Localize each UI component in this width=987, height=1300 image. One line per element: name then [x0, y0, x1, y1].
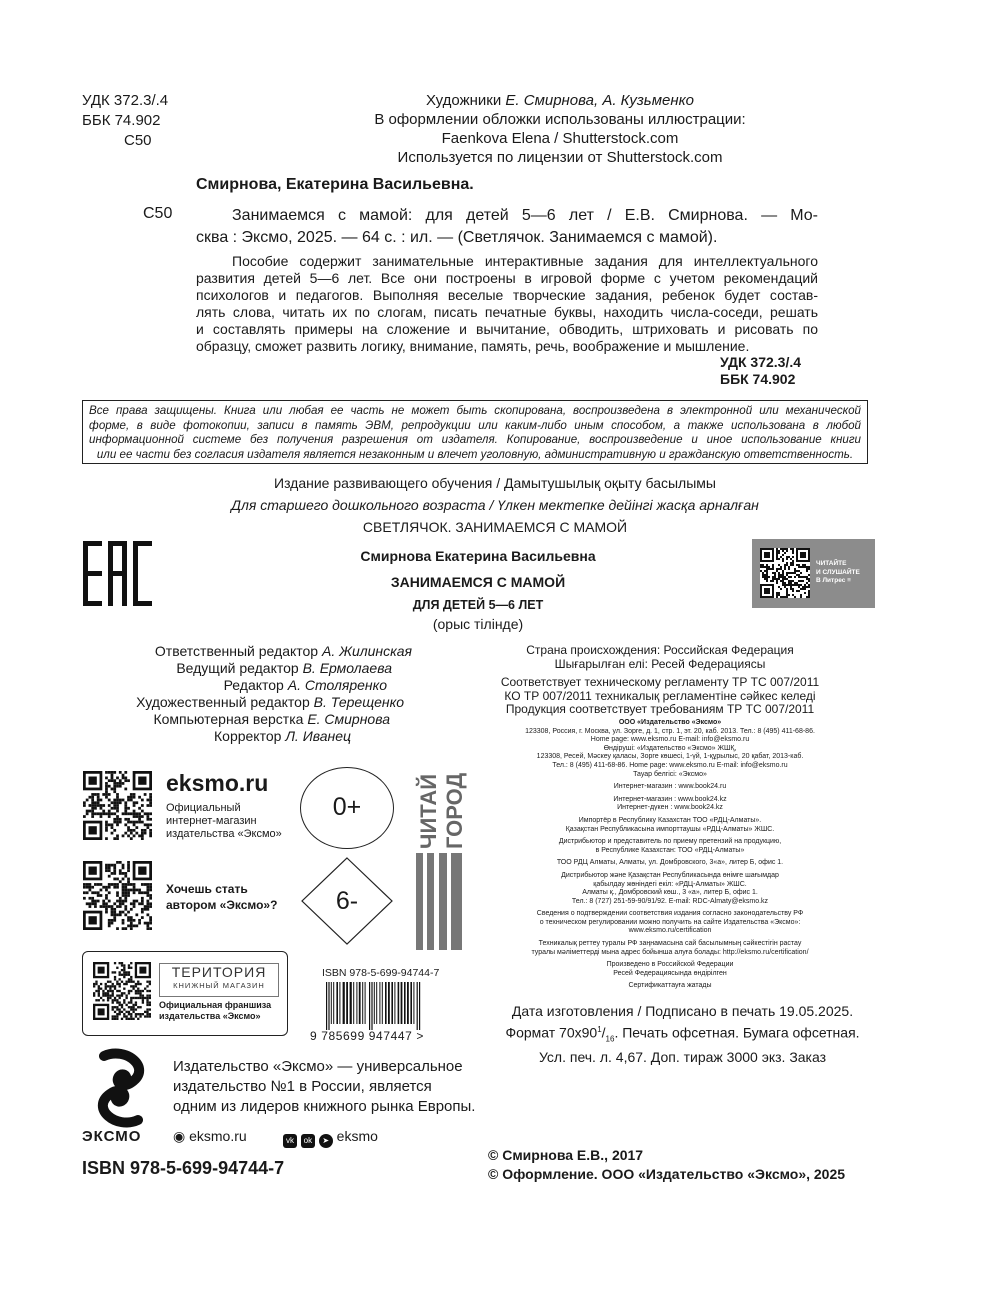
fine-print-line: в Республике Казахстан: ТОО «РДЦ-Алматы»: [595, 846, 745, 854]
edition-type: Издание развивающего обучения / Дамытушылық оқыту басылымы: [274, 475, 716, 491]
footer-site-link[interactable]: ◉ eksmo.ru: [173, 1128, 247, 1144]
staff-row: Художественный редактор В. Терещенко: [136, 694, 404, 710]
fine-print-line: Сведения о подтверждении соответствия издания согласно законодательству РФ: [536, 910, 804, 918]
edition-author: Смирнова Екатерина Васильевна: [360, 548, 596, 564]
edition-subtitle: ДЛЯ ДЕТЕЙ 5—6 ЛЕТ: [412, 598, 544, 612]
fine-print-line: 123308, Россия, г. Москва, ул. Зорге, д. 1, стр. 1, эт. 20, каб. 2013. Тел.: 8 (495) 411-68-86.: [525, 727, 815, 735]
fine-print-line: ООО «Издательство «Эксмо»: [618, 719, 722, 726]
eksmo-site[interactable]: eksmo.ru: [166, 770, 269, 796]
territory-box: [82, 951, 288, 1036]
footer-isbn: ISBN 978-5-699-94744-7: [82, 1158, 285, 1178]
territory-logo: ТЕРИТОРИЯ КНИЖНЫЙ МАГАЗИН: [159, 963, 279, 997]
svg-text:ЧИТАЙ: ЧИТАЙ: [416, 773, 441, 849]
qr-pattern: [83, 771, 152, 840]
bib-entry: Занимаемся с мамой: для детей 5—6 лет / Е.В. Смирнова. — Мо- сква : Эксмо, 2025. — 64 с. : ил. — (Светлячок. Занимаемся с мамой).: [196, 207, 818, 246]
artists-names: Е. Смирнова, А. Кузьменко: [505, 92, 694, 109]
age-rating-circle: 0+: [300, 767, 394, 849]
qr-pattern: [760, 548, 810, 598]
staff-row: Компьютерная верстка Е. Смирнова: [153, 711, 390, 727]
fine-print-line: Техникалық реттеу туралы РФ заңнамасына сай басылымның сәйкестігін растау: [538, 940, 802, 948]
cover-line: В оформлении обложки использованы иллюстрации:: [374, 111, 746, 128]
staff-row: Ответственный редактор А. Жилинская: [154, 643, 412, 659]
eksmo-site-description: Официальный интернет-магазин издательства «Эксмо»: [166, 802, 282, 840]
barcode-digits: 9 785699 947447 >: [310, 1029, 424, 1043]
license-line: Используется по лицензии от Shutterstock.com: [397, 149, 723, 166]
barcode: [322, 982, 467, 1030]
bib-code: С50: [143, 205, 173, 222]
eksmo-logo-word: ЭКСМО: [82, 1128, 142, 1145]
territory-description: Официальная франшиза издательства «Эксмо»: [159, 1000, 272, 1021]
fine-print-line: Импортёр в Республику Казахстан ТОО «РДЦ-Алматы».: [578, 816, 762, 824]
bib-author: Смирнова, Екатерина Васильевна.: [196, 176, 474, 193]
footer-social-links[interactable]: vk ok ➤ eksmo: [283, 1128, 378, 1148]
fine-print-line: Тел.: 8 (727) 251-59-90/91/92. E-mail: RDC-Almaty@eksmo.kz: [571, 897, 769, 905]
barcode-isbn: ISBN 978-5-699-94744-7: [322, 967, 440, 979]
fine-print-line: Интернет-магазин : www.book24.kz: [613, 795, 727, 803]
fine-print-line: Ресей Федерациясында өндірілген: [613, 969, 727, 977]
fine-print-line: Home page: www.eksmo.ru E-mail: info@eksmo.ru: [590, 736, 750, 744]
chitai-gorod-logo: [412, 765, 467, 950]
rights-notice: Все права защищены. Книга или любая ее часть не может быть скопирована, воспроизведена в электронной или механической форме, в виде фотокопии, записи в память ЭВМ, репродукции или каким-либо иным способом, а также использована в любой информационной системе без получения разрешения от издателя. Копирование, воспроизведение и иное использование книги или ее части без согласия издателя является незаконным и влечет уголовную, административную и гражданскую ответственность.: [82, 400, 868, 464]
eksmo-logo-mark: [86, 1048, 156, 1128]
origin: Страна происхождения: Российская Федерация Шығарылған елі: Ресей Федерациясы: [526, 643, 794, 671]
publisher-description: Издательство «Эксмо» — универсальное издательство №1 в России, является одним из лидеров книжного рынка Европы.: [173, 1058, 476, 1115]
ok-icon: ok: [301, 1134, 315, 1148]
fine-print-line: Қазақстан Республикасына импорттаушы «РДЦ-Алматы» ЖШС.: [565, 825, 775, 833]
fine-print-line: 123308, Ресей, Мәскеу қаласы, Зорге көшесі, 1-үй, 1-құрылыс, 20 қабат, 2013-каб.: [536, 753, 804, 761]
artists-line: Художники Е. Смирнова, А. Кузьменко: [425, 92, 694, 109]
copyright: © Смирнова Е.В., 2017 © Оформление. ООО «Издательство «Эксмо», 2025: [488, 1147, 846, 1182]
bib-udk: УДК 372.3/.4: [720, 354, 802, 370]
edition-language: (орыс тілінде): [432, 616, 524, 632]
fine-print-line: Сертификаттауға жатады: [628, 982, 712, 990]
fine-print-line: Произведено в Российской Федерации: [606, 961, 734, 969]
fine-print-line: Алматы қ., Домбровский көш., 3 «а», литер Б, офис 1.: [582, 889, 758, 897]
edition-series: СВЕТЛЯЧОК. ЗАНИМАЕМСЯ С МАМОЙ: [362, 519, 628, 535]
staff-row: Корректор Л. Иванец: [214, 728, 351, 744]
territory-qr-code[interactable]: [93, 962, 151, 1020]
become-author-call: Хочешь стать автором «Эксмо»?: [166, 882, 278, 912]
fine-print-line: о техническом регулировании можно получить на сайте Издательства «Эксмо»:: [539, 918, 801, 926]
fine-print-line: туралы мәліметтерді мына адрес бойынша алуға болады: http://eksmo.ru/certification/: [531, 948, 809, 956]
fine-print-line: қабылдау жөніндегі екіл: «РДЦ-Алматы» ЖШС.: [593, 880, 747, 888]
fine-print-line: Интернет-дүкен : www.book24.kz: [617, 804, 723, 812]
edition-title: ЗАНИМАЕМСЯ С МАМОЙ: [390, 574, 566, 590]
eac-mark: [83, 541, 153, 611]
staff-row: Ведущий редактор В. Ермолаева: [176, 660, 392, 676]
regulation: Соответствует техническому регламенту ТР ТС 007/2011 КО ТР 007/2011 техникалық регламентіне сәйкес келеді Продукция соответствует требованиям ТР ТС 007/2011: [500, 675, 820, 716]
globe-icon: ◉: [173, 1128, 186, 1144]
print-info: Дата изготовления / Подписано в печать 19.05.2025. Формат $70x90^1/_{16}$. Печать офсетная. Бумага офсетная. Усл. печ. л. 4,67. Доп. тираж 3000 экз. Заказ: [505, 1003, 860, 1066]
edition-age: Для старшего дошкольного возраста / Үлкен мектепке дейінгі жасқа арналған: [231, 497, 759, 513]
vk-icon: vk: [283, 1134, 297, 1148]
bib-bbk: ББК 74.902: [720, 371, 796, 387]
fine-print-line: Интернет-магазин : www.book24.ru: [613, 783, 727, 791]
fine-print-line: Дистрибьютор и представитель по приему претензий на продукцию,: [558, 838, 782, 846]
fine-print-line: ТОО РДЦ Алматы, Алматы, ул. Домбровского, 3«а», литер Б, офис 1.: [556, 859, 784, 867]
qr-pattern: [93, 962, 151, 1020]
qr-pattern: [83, 861, 152, 930]
fine-print-line: Тауар белгісі: «Эксмо»: [633, 770, 707, 778]
telegram-icon: ➤: [319, 1134, 333, 1148]
litres-qr-code[interactable]: [760, 548, 810, 598]
author-qr-code[interactable]: [83, 861, 152, 930]
bbk-top-left: ББК 74.902: [82, 112, 161, 129]
fine-print-line: www.eksmo.ru/certification: [628, 927, 712, 935]
litres-text: ЧИТАЙТЕ И СЛУШАЙТЕ В Литрес ≡: [816, 560, 860, 584]
illustration-source: Faenkova Elena / Shutterstock.com: [441, 130, 679, 147]
staff-row: Редактор А. Столяренко: [223, 677, 387, 693]
age-diamond: 6-: [300, 856, 394, 946]
bib-abstract: Пособие содержит занимательные интерактивные задания для интеллектуального развития детей 5—6 лет. Все они построены в игровой форме с учетом рекомендаций психологов и педагогов. Выполняя веселые творческие задания, ребенок будет состав- лять слова, читать их по слогам, писать печатные буквы, находить числа-соседи, решать и составлять примеры на сложение и вычитание, обводить, штриховать и рисовать по образцу, сможет развить логику, внимание, память, речь, воображение и мышление.: [196, 253, 818, 354]
fine-print-line: Дистрибьютор және Қазақстан Республикасында өнімге шағымдар: [561, 871, 779, 879]
fine-print-line: Тел.: 8 (495) 411-68-86. Home page: www.eksmo.ru E-mail: info@eksmo.ru: [552, 761, 788, 769]
eksmo-shop-qr-code[interactable]: [83, 771, 152, 840]
fine-print-line: Өндіруші: «Издательство «Эксмо» ЖШҚ,: [603, 744, 737, 752]
author-code-top-left: С50: [124, 132, 152, 149]
staff-list: [90, 643, 412, 745]
udk-top-left: УДК 372.3/.4: [82, 92, 169, 109]
publisher-fine-print: [480, 719, 860, 991]
svg-text:ГОРОД: ГОРОД: [442, 772, 467, 849]
litres-badge[interactable]: [752, 539, 875, 608]
